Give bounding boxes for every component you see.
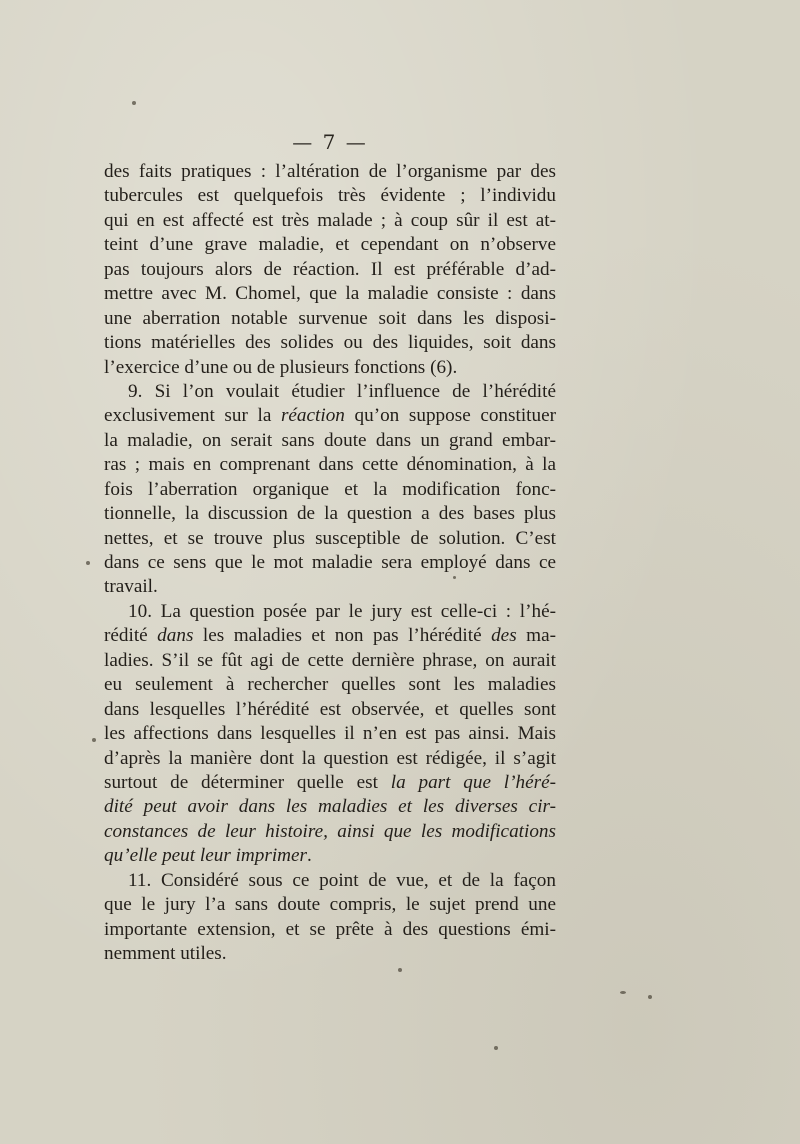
text-line [104, 380, 556, 404]
text-segment: que le jury l’a sans doute compris, le sujet prend une [104, 894, 556, 916]
paper-speck [132, 101, 136, 105]
page-number: — 7 — [292, 130, 368, 154]
text-segment: importante extension, et se prête à des questions émi- [104, 918, 556, 940]
text-segment: dans lesquelles l’hérédité est observée, et quelles sont [104, 698, 556, 720]
text-segment: exclusivement sur la [104, 405, 281, 427]
italic-text: dans [157, 625, 194, 647]
text-segment: qui en est affecté est très malade ; à coup sûr il est at- [104, 209, 556, 231]
text-segment: 11. Considéré sous ce point de vue, et de la façon [128, 869, 556, 891]
italic-text: dité peut avoir dans les maladies et les diverses cir- [104, 796, 556, 818]
text-line [104, 722, 556, 746]
text-line [104, 624, 556, 648]
text-line [104, 771, 556, 795]
text-line [104, 869, 556, 893]
text-segment: l’exercice d’une ou de plusieurs fonctions (6). [104, 356, 458, 378]
text-segment: dans ce sens que le mot maladie sera employé dans ce [104, 552, 556, 573]
paper-speck [86, 561, 90, 565]
text-segment: travail. [104, 576, 158, 598]
text-line [104, 453, 556, 477]
text-segment: 10. La question posée par le jury est celle-ci : l’hé- [128, 600, 556, 622]
text-line [104, 747, 556, 771]
text-line [104, 404, 556, 428]
paper-speck [648, 995, 652, 999]
text-line [104, 429, 556, 453]
text-segment: rédité [104, 625, 158, 647]
text-segment: nettes, et se trouve plus susceptible de solution. C’est [104, 527, 556, 549]
text-line [104, 893, 556, 917]
text-segment: ladies. S’il se fût agi de cette dernière phrase, on aurait [104, 649, 556, 671]
text-segment: . [307, 845, 312, 867]
text-line [104, 209, 556, 233]
text-line [104, 233, 556, 257]
text-segment: tions matérielles des solides ou des liquides, soit dans [104, 332, 556, 354]
text-line [104, 698, 556, 722]
text-line [104, 820, 556, 844]
text-line [104, 502, 556, 526]
text-line [104, 160, 556, 184]
text-segment: des faits pratiques : l’altération de l’organisme par des [104, 161, 556, 182]
text-segment: les maladies et non pas l’hérédité [193, 625, 492, 647]
text-line [104, 844, 556, 868]
text-line [104, 184, 556, 208]
text-line [104, 258, 556, 282]
text-segment: d’après la manière dont la question est rédigée, il s’agit [104, 747, 556, 769]
paper-speck [494, 1046, 498, 1050]
text-line [104, 942, 556, 966]
italic-text: des [491, 625, 517, 647]
text-segment: 9. Si l’on voulait étudier l’influence de l’hérédité [128, 380, 556, 402]
paper-speck [620, 991, 626, 994]
text-line [104, 795, 556, 819]
text-segment: fois l’aberration organique et la modification fonc- [104, 478, 556, 500]
text-segment: teint d’une grave maladie, et cependant on n’observe [104, 234, 556, 256]
text-line [104, 478, 556, 502]
paper-speck [92, 738, 96, 742]
text-line [104, 331, 556, 355]
text-segment: une aberration notable survenue soit dans les disposi- [104, 307, 556, 329]
text-line [104, 918, 556, 942]
text-segment: la maladie, on serait sans doute dans un grand embar- [104, 429, 556, 451]
text-segment: surtout de déterminer quelle est [104, 771, 391, 793]
text-segment: pas toujours alors de réaction. Il est préférable d’ad- [104, 258, 556, 280]
text-line [104, 551, 556, 575]
text-line [104, 649, 556, 673]
text-line [104, 673, 556, 697]
body-text [104, 160, 556, 966]
text-line [104, 282, 556, 306]
text-segment: les affections dans lesquelles il n’en est pas ainsi. Mais [104, 723, 556, 745]
italic-text: qu’elle peut leur imprimer [104, 845, 308, 867]
text-line [104, 527, 556, 551]
text-line [104, 600, 556, 624]
text-segment: eu seulement à rechercher quelles sont les maladies [104, 674, 556, 696]
text-line [104, 575, 556, 599]
text-segment: nemment utiles. [104, 943, 227, 964]
text-segment: tionnelle, la discussion de la question a des bases plus [104, 503, 556, 525]
text-line [104, 356, 556, 380]
paper-speck [398, 968, 402, 972]
paper-speck [453, 576, 456, 579]
text-segment: ma- [516, 625, 556, 647]
italic-text: la part que l’héré- [390, 771, 556, 793]
italic-text: constances de leur histoire, ainsi que les modifications [104, 820, 556, 842]
text-segment: mettre avec M. Chomel, que la maladie consiste : dans [104, 283, 556, 305]
text-line [104, 307, 556, 331]
text-segment: tubercules est quelquefois très évidente ; l’individu [104, 185, 556, 207]
text-segment: ras ; mais en comprenant dans cette dénomination, à la [104, 454, 556, 476]
text-segment: qu’on suppose constituer [344, 405, 556, 427]
italic-text: réaction [280, 405, 345, 427]
